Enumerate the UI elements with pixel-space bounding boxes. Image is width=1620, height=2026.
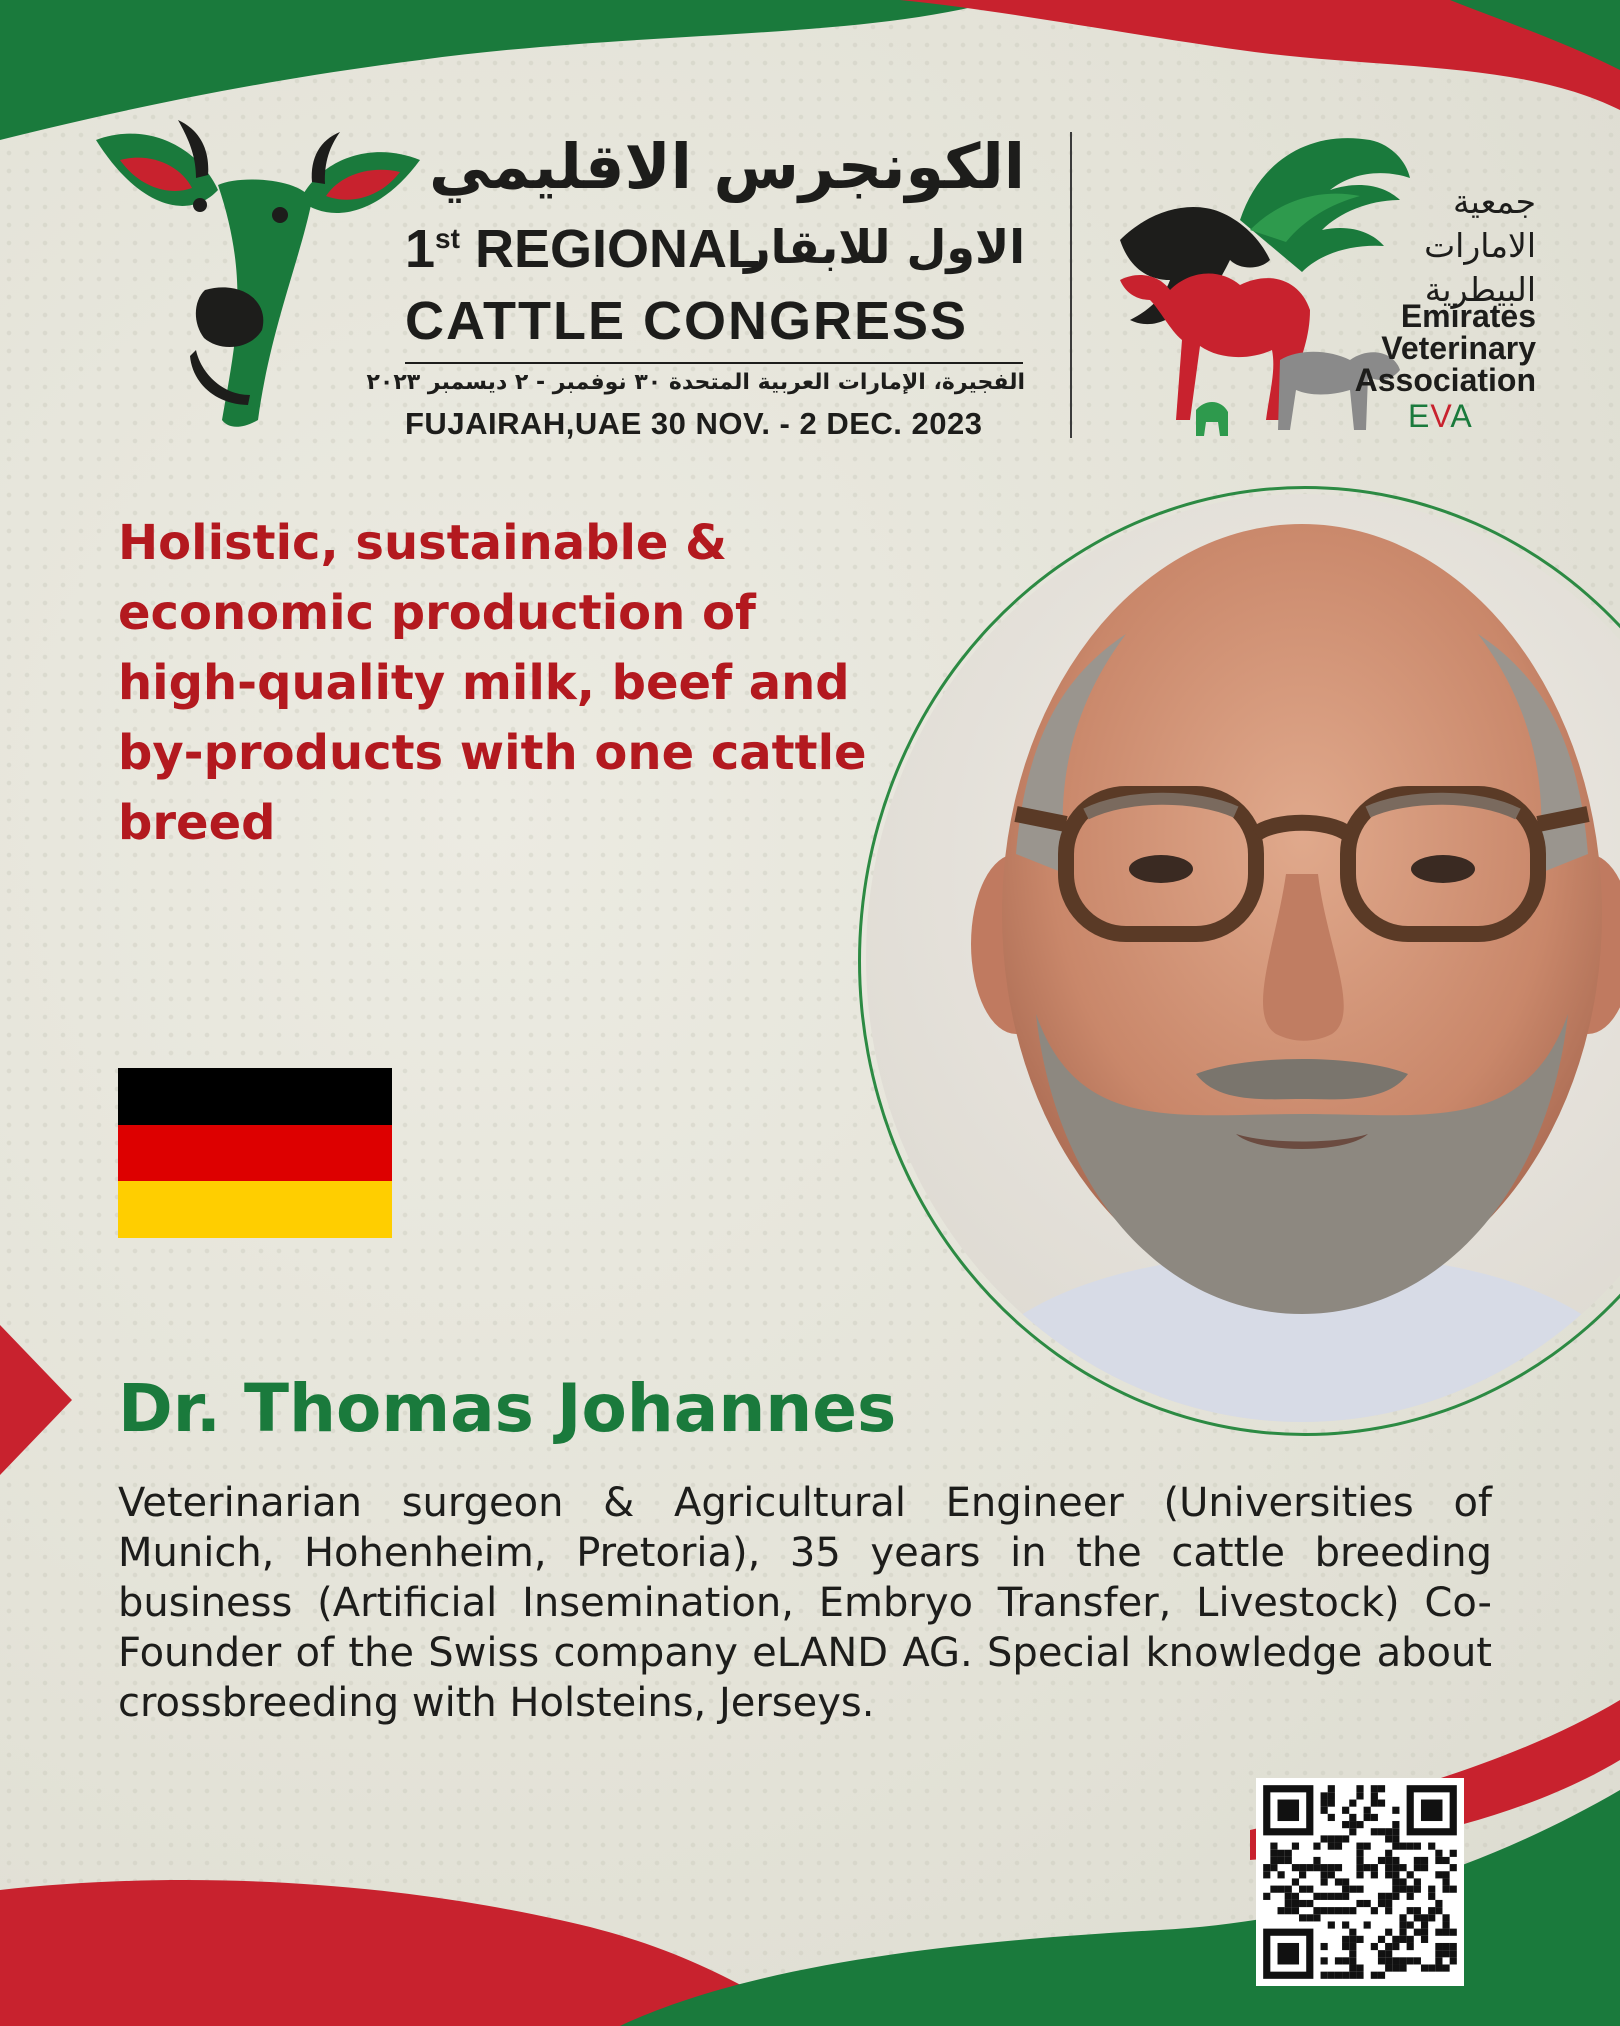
eva-name-arabic — [1336, 180, 1536, 312]
eva-arabic-line-3: البيطرية — [1424, 270, 1536, 309]
eva-arabic-line-2: الامارات — [1424, 226, 1536, 265]
congress-title-arabic: الكونجرس الاقليمي — [428, 130, 1025, 203]
header-divider — [1070, 132, 1072, 438]
congress-subtitle-arabic: الاول للابقار — [744, 220, 1025, 274]
eva-english-line-3: Association — [1354, 362, 1536, 398]
cow-head-logo-icon — [0, 0, 420, 460]
eva-letter-v: V — [1430, 398, 1451, 434]
germany-flag-icon — [118, 1068, 392, 1238]
header-rule — [405, 362, 1023, 364]
eva-letter-e: E — [1408, 398, 1431, 434]
event-date-english: FUJAIRAH,UAE 30 NOV. - 2 DEC. 2023 — [405, 406, 983, 441]
speaker-bio: Veterinarian surgeon & Agricultural Engineer (Universities of Munich, Hohenheim, Pretoria), 35 years in the cattle breeding business (Artificial Insemination, Embryo Transfer, Livestock) Co-Founder of the Swiss company eLAND AG. Special knowledge about crossbreeding with Holsteins, Jerseys. — [118, 1480, 1492, 1726]
flag-stripe-black — [118, 1068, 392, 1125]
congress-regional-english — [405, 218, 760, 280]
talk-title: Holistic, sustainable & economic production of high-quality milk, beef and by-products with one cattle breed — [118, 515, 867, 851]
speaker-name: Dr. Thomas Johannes — [118, 1370, 897, 1447]
qr-code-icon[interactable] — [1256, 1778, 1464, 1986]
event-date-arabic: الفجيرة، الإمارات العربية المتحدة ٣٠ نوفمبر - ٢ ديسمبر ٢٠٢٣ — [366, 370, 1025, 395]
congress-title-english: CATTLE CONGRESS — [405, 291, 969, 351]
eva-abbreviation — [1408, 398, 1473, 435]
eva-letter-a: A — [1450, 398, 1473, 434]
regional-word: REGIONAL — [459, 219, 760, 279]
eva-english-line-1: Emirates — [1400, 298, 1536, 334]
eva-arabic-line-1: جمعية — [1452, 182, 1536, 221]
congress-subtitle-row — [405, 218, 1025, 288]
ordinal-suffix: st — [435, 223, 460, 254]
ordinal-number: 1 — [405, 219, 436, 279]
eva-name-english — [1355, 300, 1536, 396]
red-arrow-marker-icon — [0, 1325, 80, 1475]
qr-code-pattern — [1256, 1778, 1464, 1986]
flag-stripe-red — [118, 1125, 392, 1182]
flag-stripe-gold — [118, 1181, 392, 1238]
eva-english-line-2: Veterinary — [1381, 330, 1536, 366]
